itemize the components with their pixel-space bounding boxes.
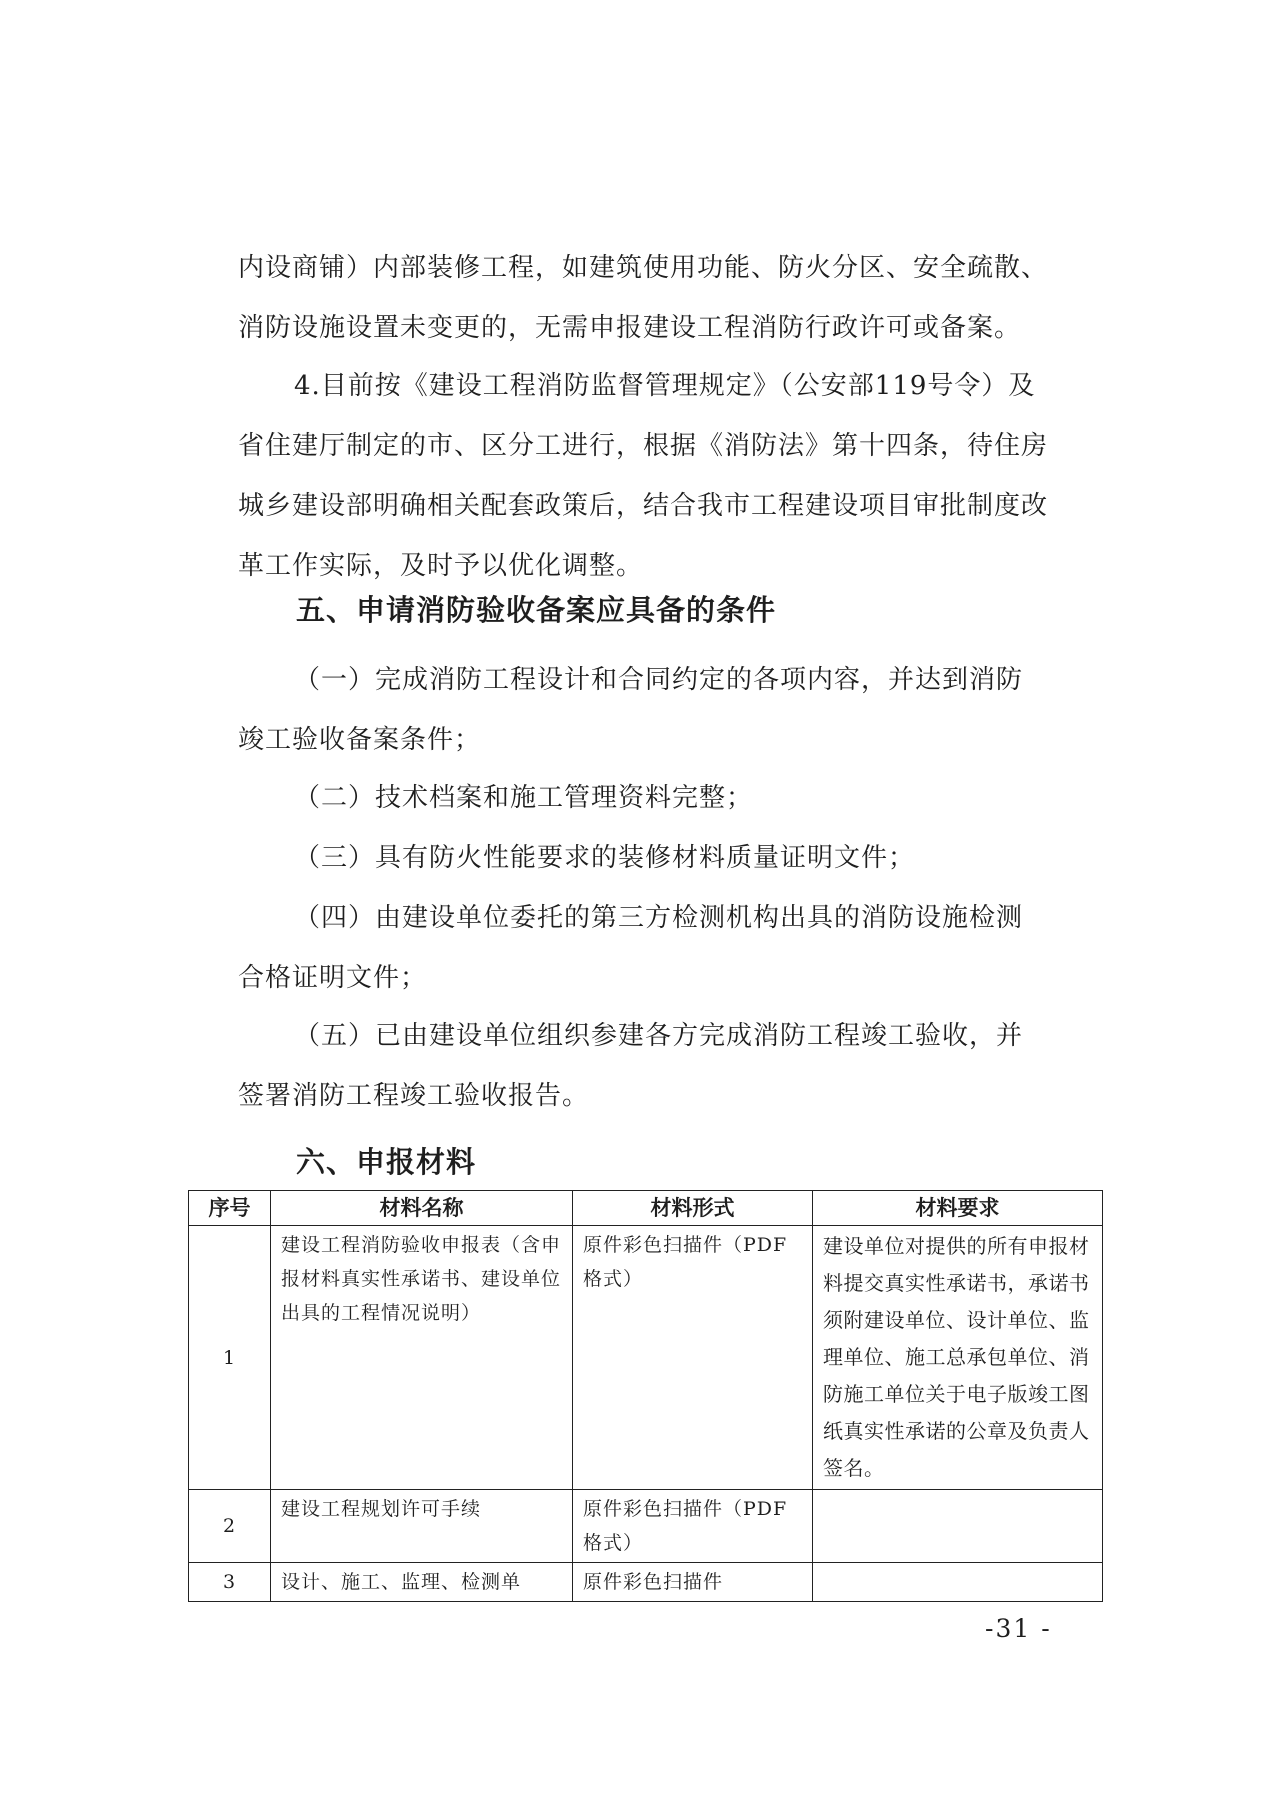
row-material-requirement: 建设单位对提供的所有申报材料提交真实性承诺书，承诺书须附建设单位、设计单位、监理单位、施工总承包单位、消防施工单位关于电子版竣工图纸真实性承诺的公章及负责人签名。 bbox=[813, 1226, 1103, 1490]
row-material-form: 原件彩色扫描件（PDF格式） bbox=[573, 1490, 813, 1563]
table-header-row bbox=[189, 1191, 1103, 1226]
condition-item-5: （五）已由建设单位组织参建各方完成消防工程竣工验收，并签署消防工程竣工验收报告。 bbox=[238, 1021, 1024, 1111]
materials-table bbox=[188, 1190, 1103, 1602]
header-name: 材料名称 bbox=[271, 1191, 573, 1226]
paragraph-item-4: 4.目前按《建设工程消防监督管理规定》（公安部119号令）及省住建厅制定的市、区分工进行，根据《消防法》第十四条，待住房城乡建设部明确相关配套政策后，结合我市工程建设项目审批制度改革工作实际，及时予以优化调整。 bbox=[238, 371, 1049, 581]
condition-item-2: （二）技术档案和施工管理资料完整； bbox=[294, 783, 754, 813]
table-row bbox=[189, 1563, 1103, 1602]
row-material-name: 建设工程消防验收申报表（含申报材料真实性承诺书、建设单位出具的工程情况说明） bbox=[271, 1226, 573, 1490]
paragraph-continued: 内设商铺）内部装修工程，如建筑使用功能、防火分区、安全疏散、消防设施设置未变更的，无需申报建设工程消防行政许可或备案。 bbox=[238, 253, 1049, 343]
header-seq: 序号 bbox=[189, 1191, 271, 1226]
condition-item-4: （四）由建设单位委托的第三方检测机构出具的消防设施检测合格证明文件； bbox=[238, 903, 1024, 993]
row-material-name: 设计、施工、监理、检测单 bbox=[271, 1563, 573, 1602]
section-6-heading: 六、申报材料 bbox=[296, 1145, 477, 1179]
condition-item-1: （一）完成消防工程设计和合同约定的各项内容，并达到消防竣工验收备案条件； bbox=[238, 665, 1024, 755]
row-seq: 1 bbox=[189, 1226, 271, 1490]
row-seq: 2 bbox=[189, 1490, 271, 1563]
row-material-name: 建设工程规划许可手续 bbox=[271, 1490, 573, 1563]
table-row bbox=[189, 1226, 1103, 1490]
row-material-requirement bbox=[813, 1490, 1103, 1563]
condition-item-3: （三）具有防火性能要求的装修材料质量证明文件； bbox=[294, 843, 916, 873]
row-seq: 3 bbox=[189, 1563, 271, 1602]
row-material-requirement bbox=[813, 1563, 1103, 1602]
table-row bbox=[189, 1490, 1103, 1563]
page-number: -31 - bbox=[985, 1614, 1052, 1643]
section-5-heading: 五、申请消防验收备案应具备的条件 bbox=[296, 593, 777, 627]
header-form: 材料形式 bbox=[573, 1191, 813, 1226]
row-material-form: 原件彩色扫描件（PDF格式） bbox=[573, 1226, 813, 1490]
row-material-form: 原件彩色扫描件 bbox=[573, 1563, 813, 1602]
header-requirement: 材料要求 bbox=[813, 1191, 1103, 1226]
